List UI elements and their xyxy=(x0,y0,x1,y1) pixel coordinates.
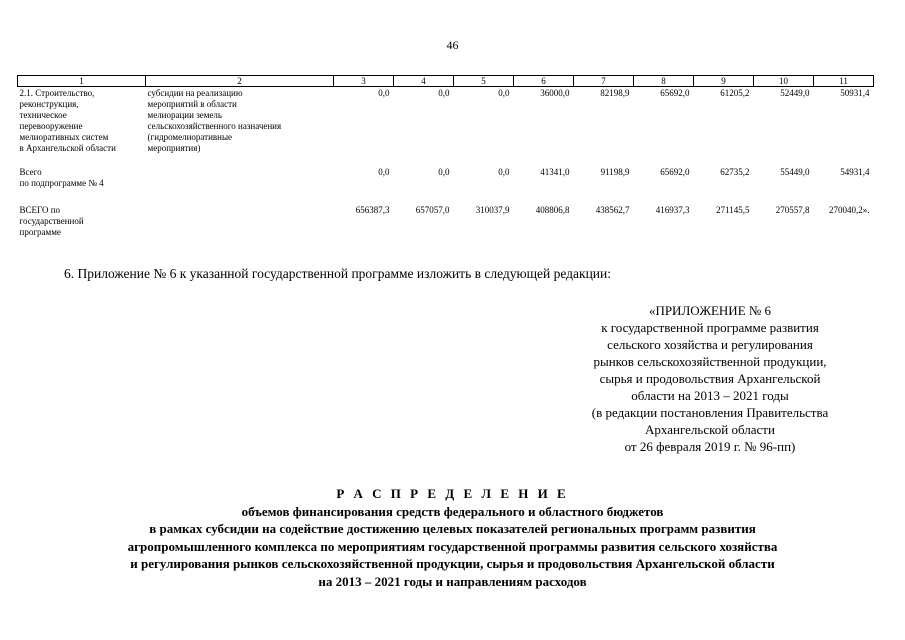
text-line: (гидромелиоративные xyxy=(147,132,233,142)
value-cell: 65692,0 xyxy=(660,167,690,177)
activity-name xyxy=(18,204,146,242)
appendix-line: рынков сельскохозяйственной продукции, xyxy=(593,354,827,369)
appendix-stamp xyxy=(545,302,875,455)
value-cell: 55449,0 xyxy=(780,167,810,177)
table-row xyxy=(18,165,874,204)
page-number: 46 xyxy=(446,38,459,52)
activity-name xyxy=(18,165,146,204)
heading-title: Р А С П Р Е Д Е Л Е Н И Е xyxy=(336,486,569,501)
value-cell: 270557,8 xyxy=(775,205,810,215)
value-cell: 657057,0 xyxy=(415,205,450,215)
amendment-paragraph: 6. Приложение № 6 к указанной государственной программе изложить в следующей редакции: xyxy=(64,266,611,281)
text-line: программе xyxy=(19,227,61,237)
value-cell: 271145,5 xyxy=(716,205,750,215)
expense-direction xyxy=(146,165,334,204)
value-cell: 50931,4 xyxy=(840,88,870,98)
column-number: 10 xyxy=(754,76,814,87)
column-number: 4 xyxy=(394,76,454,87)
appendix-line: сырья и продовольствия Архангельской xyxy=(599,371,821,386)
text-line: мелиоративных систем xyxy=(19,132,109,142)
text-line: государственной xyxy=(19,216,84,226)
expense-direction xyxy=(146,204,334,242)
column-number: 7 xyxy=(574,76,634,87)
value-cell: 438562,7 xyxy=(595,205,630,215)
text-line: перевооружение xyxy=(19,121,83,131)
heading-line: объемов финансирования средств федерального и областного бюджетов xyxy=(241,503,664,519)
value-cell: 0,0 xyxy=(378,88,390,98)
value-cell: 65692,0 xyxy=(660,88,690,98)
table-row xyxy=(18,87,874,166)
value-cell: 0,0 xyxy=(498,88,510,98)
appendix-line: «ПРИЛОЖЕНИЕ № 6 xyxy=(648,303,772,318)
text-line: реконструкция, xyxy=(19,99,79,109)
column-number: 9 xyxy=(694,76,754,87)
heading-line: и регулирования рынков сельскохозяйственной продукции, сырья и продовольствия Архангельской области xyxy=(130,556,775,571)
value-cell: 62735,2 xyxy=(720,167,750,177)
text-line: мелиорации земель xyxy=(147,110,223,120)
value-cell: 0,0 xyxy=(438,167,450,177)
column-number: 1 xyxy=(18,76,146,87)
value-cell: 656387,3 xyxy=(355,205,390,215)
text-line: техническое xyxy=(19,110,67,120)
value-cell: 0,0 xyxy=(498,167,510,177)
heading-line: на 2013 – 2021 годы и направлениям расходов xyxy=(318,573,587,589)
table-row xyxy=(18,204,874,242)
text-line: в Архангельской области xyxy=(19,143,116,153)
appendix-line: сельского хозяйства и регулирования xyxy=(607,337,813,352)
activity-name xyxy=(18,87,146,166)
value-cell: 41341,0 xyxy=(540,167,570,177)
value-cell: 408806,8 xyxy=(535,205,570,215)
distribution-heading xyxy=(0,485,905,590)
text-line: 2.1. Строительство, xyxy=(19,88,95,98)
column-number: 5 xyxy=(454,76,514,87)
expense-direction xyxy=(146,87,334,166)
appendix-line: Архангельской области xyxy=(645,422,775,437)
text-line: ВСЕГО по xyxy=(19,205,61,215)
appendix-line: (в редакции постановления Правительства xyxy=(591,405,829,420)
appendix-line: к государственной программе развития xyxy=(601,320,819,335)
value-cell: 0,0 xyxy=(378,167,390,177)
heading-line: в рамках субсидии на содействие достижению целевых показателей региональных программ развития xyxy=(149,521,756,536)
text-line: сельскохозяйственного назначения xyxy=(147,121,282,131)
column-number: 11 xyxy=(814,76,874,87)
column-number: 6 xyxy=(514,76,574,87)
value-cell: 310037,9 xyxy=(475,205,510,215)
text-line: мероприятий в области xyxy=(147,99,237,109)
value-cell: 36000,0 xyxy=(540,88,570,98)
text-line: субсидии на реализацию xyxy=(147,88,243,98)
value-cell: 54931,4 xyxy=(840,167,870,177)
text-line: мероприятия) xyxy=(147,143,201,153)
value-cell: 61205,2 xyxy=(720,88,750,98)
value-cell: 416937,3 xyxy=(655,205,690,215)
financing-table xyxy=(17,75,874,242)
appendix-line: от 26 февраля 2019 г. № 96-пп) xyxy=(624,439,796,454)
value-cell: 0,0 xyxy=(438,88,450,98)
column-number: 3 xyxy=(334,76,394,87)
column-number: 8 xyxy=(634,76,694,87)
table-header-row xyxy=(18,76,874,87)
value-cell: 82198,9 xyxy=(600,88,630,98)
value-cell: 270040,2». xyxy=(829,205,870,215)
text-line: Всего xyxy=(19,167,42,177)
appendix-line: области на 2013 – 2021 годы xyxy=(631,388,789,403)
value-cell: 91198,9 xyxy=(600,167,630,177)
value-cell: 52449,0 xyxy=(780,88,810,98)
column-number: 2 xyxy=(146,76,334,87)
text-line: по подпрограмме № 4 xyxy=(19,178,104,188)
heading-line: агропромышленного комплекса по мероприятиям государственной программы развития сельского хозяйства xyxy=(127,538,778,554)
